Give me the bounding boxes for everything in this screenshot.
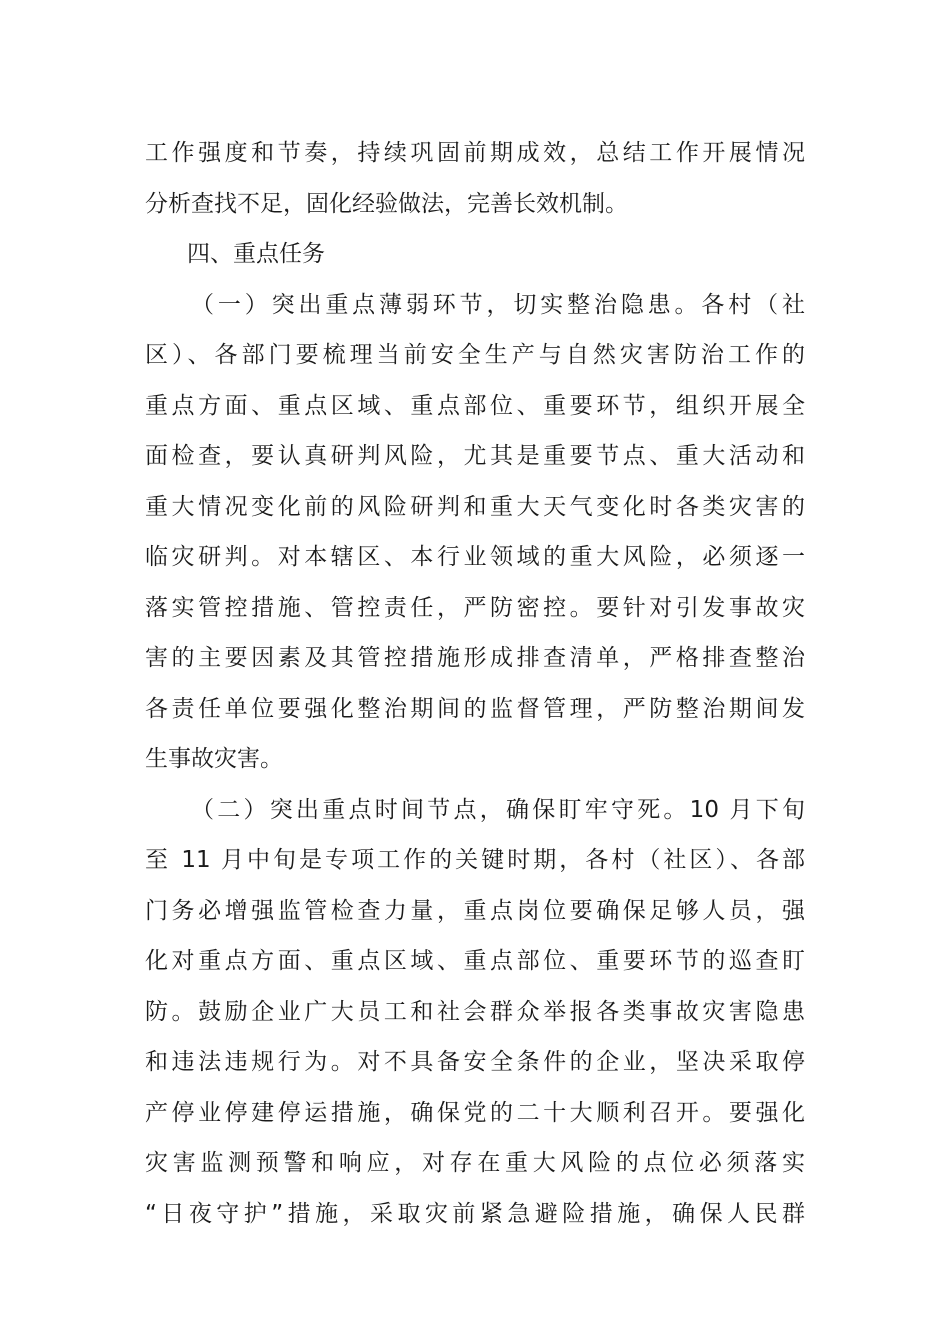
text-line: 重点方面、重点区域、重点部位、重要环节，组织开展全 bbox=[145, 392, 805, 419]
text-line: 防。鼓励企业广大员工和社会群众举报各类事故灾害隐患 bbox=[145, 998, 805, 1025]
text-line: 产停业停建停运措施，确保党的二十大顺利召开。要强化 bbox=[145, 1099, 805, 1126]
text-line: 面检查，要认真研判风险，尤其是重要节点、重大活动和 bbox=[145, 443, 805, 469]
text-line: “日夜守护”措施，采取灾前紧急避险措施，确保人民群 bbox=[145, 1200, 805, 1227]
text-line: 灾害监测预警和响应，对存在重大风险的点位必须落实 bbox=[145, 1150, 805, 1176]
text-line: 重大情况变化前的风险研判和重大天气变化时各类灾害的 bbox=[145, 493, 805, 520]
text-line: 化对重点方面、重点区域、重点部位、重要环节的巡查盯 bbox=[145, 948, 805, 974]
text-line: 落实管控措施、管控责任，严防密控。要针对引发事故灾 bbox=[145, 594, 805, 621]
text-line: 工作强度和节奏，持续巩固前期成效，总结工作开展情况 bbox=[145, 140, 805, 166]
text-line: 至 11 月中旬是专项工作的关键时期，各村（社区）、各部 bbox=[145, 847, 805, 873]
text-line: 害的主要因素及其管控措施形成排查清单，严格排查整治 bbox=[145, 645, 805, 671]
text-line: 区）、各部门要梳理当前安全生产与自然灾害防治工作的 bbox=[145, 342, 805, 368]
section-heading: 四、重点任务 bbox=[187, 241, 325, 267]
text-line: 和违法违规行为。对不具备安全条件的企业，坚决采取停 bbox=[145, 1049, 805, 1075]
text-line: 门务必增强监管检查力量，重点岗位要确保足够人员，强 bbox=[145, 897, 805, 924]
subsection-heading-1: （一）突出重点薄弱环节，切实整治隐患。各村（社 bbox=[191, 291, 805, 318]
text-line: 临灾研判。对本辖区、本行业领域的重大风险，必须逐一 bbox=[145, 544, 805, 570]
text-line: 生事故灾害。 bbox=[145, 746, 283, 772]
text-line: 分析查找不足，固化经验做法，完善长效机制。 bbox=[145, 190, 628, 217]
text-line: 各责任单位要强化整治期间的监督管理，严防整治期间发 bbox=[145, 695, 805, 722]
subsection-heading-2: （二）突出重点时间节点，确保盯牢守死。10 月下旬 bbox=[191, 796, 805, 823]
document-body bbox=[145, 128, 805, 1239]
